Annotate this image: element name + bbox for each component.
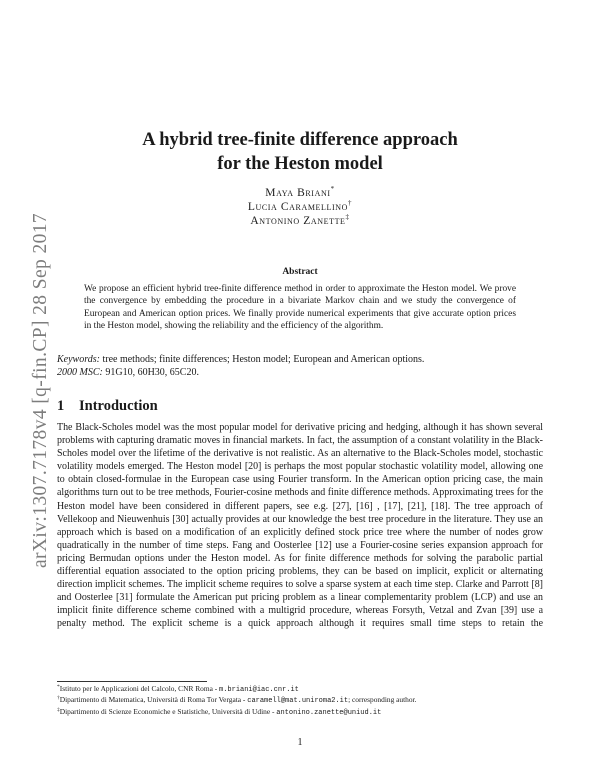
author: Antonino Zanette‡: [250, 213, 350, 227]
keywords-block: [57, 353, 547, 379]
footnote: ‡Dipartimento di Scienze Economiche e Statistiche, Università di Udine - antonino.zanette@uniud.it: [57, 706, 382, 717]
footnotes: [57, 684, 547, 718]
title-line-1: A hybrid tree-finite difference approach: [142, 130, 458, 150]
footnote: *Istituto per le Applicazioni del Calcolo, CNR Roma - m.briani@iac.cnr.it: [57, 684, 299, 694]
abstract-heading: Abstract: [282, 267, 318, 277]
section-number: 1: [57, 398, 65, 414]
title-line-2: for the Heston model: [217, 154, 383, 174]
introduction-paragraph: The Black-Scholes model was the most popular model for derivative pricing and hedging, although it has shown several problems with capturing dramatic moves in financial markets. In fact, the assumption of a constant volatility in the Black-Scholes model over the lifetime of the derivative is not realistic. As an alternative to the Black-Scholes model, stochastic volatility models emerged. The Heston model [20] is perhaps the most popular stochastic volatility model, allowing one to obtain closed-formulae in the European case using Fourier transform. In the American option pricing case, the main algorithms turn out to be tree methods, Fourier-cosine methods and finite difference methods. Approximating trees for the Heston model have been considered in different papers, see e.g. [27], [16] , [17], [21], [18]. The tree approach of Vellekoop and Nieuwenhuis [30] actually provides at our knowledge the best tree procedure in the literature. They use an approach which is based on a modification of an explicitly defined stock price tree where the number of nodes grow quadratically in the number of time steps. Fang and Oosterlee [12] use a Fourier-cosine series expansion approach for pricing Bermudan options under the Heston model. As for finite difference methods for solving the parabolic partial differential equation associated to the option pricing problems, they can be based on implicit, explicit or alternating direction implicit schemes. The implicit scheme requires to solve a sparse system at each time step. Clarke and Parrott [8] and Oosterlee [31] formulate the American put pricing problem as a linear complementarity problem (LCP) and use an implicit finite difference scheme combined with a multigrid procedure, whereas Forsyth, Vetzal and Zvan [39] use a penalty method. The explicit scheme is a quick approach although it requires small time steps to retain the: [57, 422, 543, 630]
arxiv-stamp: arXiv:1307.7178v4 [q-fin.CP] 28 Sep 2017: [30, 212, 51, 568]
section-title: Introduction: [79, 398, 158, 414]
abstract-text: We propose an efficient hybrid tree-finite difference method in order to approximate the Heston model. We prove the convergence by embedding the procedure in a bivariate Markov chain and we study the convergence of European and American option prices. We finally provide numerical experiments that give accurate option prices in the Heston model, showing the reliability and the efficiency of the algorithm.: [84, 284, 516, 332]
page-number: 1: [297, 737, 303, 748]
section-heading: [57, 398, 158, 415]
author: Lucia Caramellino†: [247, 199, 353, 213]
author: Maya Briani*: [265, 185, 335, 199]
keywords-line: Keywords: tree methods; finite differences; Heston model; European and American options.: [57, 354, 425, 365]
msc-line: 2000 MSC: 91G10, 60H30, 65C20.: [57, 367, 199, 378]
footnote: †Dipartimento di Matematica, Università di Roma Tor Vergata - caramell@mat.uniroma2.it; corresponding author.: [57, 695, 417, 706]
author-list: [60, 186, 540, 228]
paper-title: [60, 128, 540, 176]
footnote-rule: [57, 681, 207, 682]
